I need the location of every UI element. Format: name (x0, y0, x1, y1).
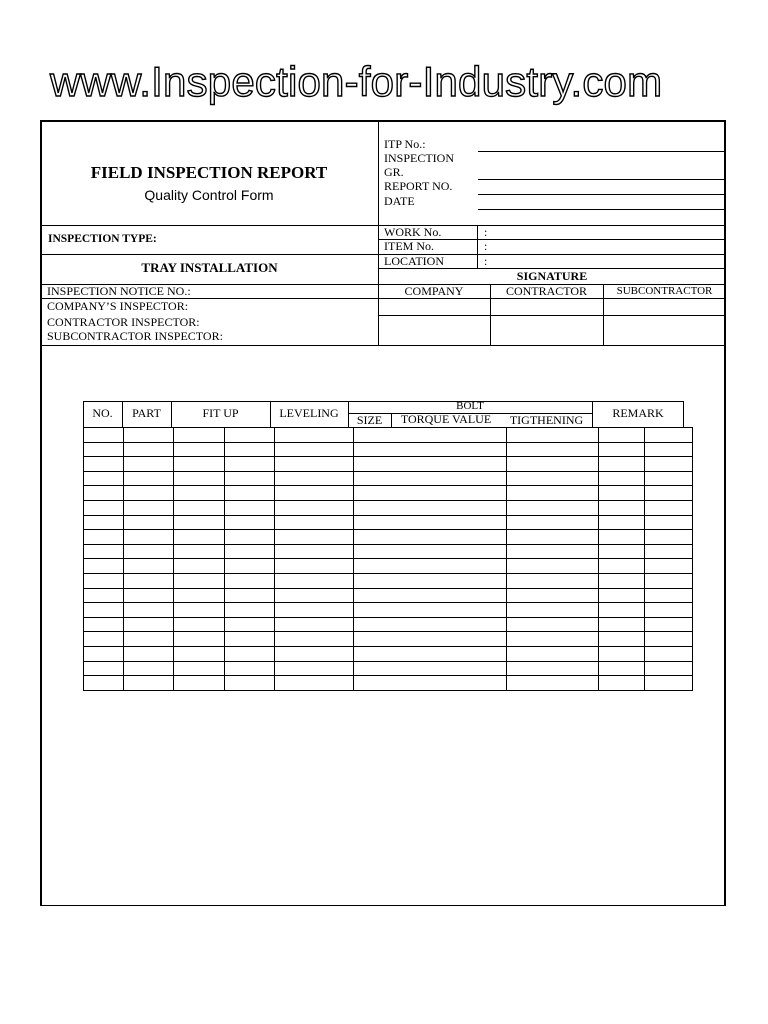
table-cell[interactable] (124, 646, 174, 661)
table-cell[interactable] (275, 646, 354, 661)
table-cell[interactable] (225, 676, 275, 691)
table-cell[interactable] (225, 428, 275, 443)
table-cell[interactable] (84, 617, 124, 632)
table-cell[interactable] (84, 646, 124, 661)
col-part-header: PART (132, 406, 161, 420)
report-subtitle: Quality Control Form (144, 187, 274, 203)
table-cell[interactable] (645, 428, 693, 443)
table-cell[interactable] (507, 603, 599, 618)
table-cell[interactable] (599, 676, 645, 691)
table-cell[interactable] (645, 471, 693, 486)
table-cell[interactable] (225, 486, 275, 501)
table-cell[interactable] (599, 530, 645, 545)
signature-contractor: CONTRACTOR (505, 284, 588, 298)
table-cell[interactable] (124, 559, 174, 574)
table-cell[interactable] (507, 588, 599, 603)
table-cell[interactable] (354, 588, 507, 603)
table-cell[interactable] (225, 544, 275, 559)
table-cell[interactable] (225, 632, 275, 647)
inspection-notice-label: INSPECTION NOTICE NO.: (47, 284, 191, 298)
location-colon: : (484, 254, 488, 268)
table-cell[interactable] (124, 603, 174, 618)
table-row (84, 646, 693, 661)
table-row (84, 603, 693, 618)
table-cell[interactable] (275, 471, 354, 486)
table-row (84, 471, 693, 486)
table-cell[interactable] (507, 676, 599, 691)
table-cell[interactable] (84, 515, 124, 530)
contractor-inspector-label: CONTRACTOR INSPECTOR: (47, 315, 200, 329)
table-cell[interactable] (645, 530, 693, 545)
divider-line (477, 225, 478, 268)
signature-title: SIGNATURE (516, 269, 588, 283)
col-bolt-header: BOLT (456, 400, 484, 412)
table-cell[interactable] (507, 500, 599, 515)
table-cell[interactable] (599, 661, 645, 676)
table-cell[interactable] (84, 457, 124, 472)
table-cell[interactable] (599, 442, 645, 457)
table-cell[interactable] (124, 530, 174, 545)
table-cell[interactable] (84, 603, 124, 618)
table-cell[interactable] (645, 676, 693, 691)
table-cell[interactable] (599, 486, 645, 501)
table-cell[interactable] (507, 442, 599, 457)
table-cell[interactable] (275, 661, 354, 676)
table-row (84, 530, 693, 545)
table-cell[interactable] (507, 544, 599, 559)
table-cell[interactable] (174, 530, 225, 545)
table-cell[interactable] (275, 530, 354, 545)
table-cell[interactable] (507, 515, 599, 530)
table-cell[interactable] (507, 646, 599, 661)
signature-company: COMPANY (404, 284, 464, 298)
table-row (84, 588, 693, 603)
table-cell[interactable] (124, 661, 174, 676)
table-cell[interactable] (124, 544, 174, 559)
table-cell[interactable] (84, 676, 124, 691)
table-cell[interactable] (645, 573, 693, 588)
table-cell[interactable] (645, 559, 693, 574)
table-cell[interactable] (645, 544, 693, 559)
table-cell[interactable] (84, 530, 124, 545)
table-cell[interactable] (225, 588, 275, 603)
table-cell[interactable] (599, 573, 645, 588)
table-cell[interactable] (174, 573, 225, 588)
inspection-type-label: INSPECTION TYPE: (48, 233, 157, 245)
col-fit-up-header: FIT UP (202, 406, 239, 420)
table-cell[interactable] (354, 442, 507, 457)
table-cell[interactable] (174, 471, 225, 486)
table-row (84, 632, 693, 647)
table-cell[interactable] (645, 457, 693, 472)
table-cell[interactable] (275, 515, 354, 530)
table-cell[interactable] (84, 661, 124, 676)
table-cell[interactable] (354, 530, 507, 545)
table-cell[interactable] (174, 603, 225, 618)
table-cell[interactable] (124, 471, 174, 486)
table-row (84, 661, 693, 676)
table-cell[interactable] (599, 515, 645, 530)
table-cell[interactable] (354, 646, 507, 661)
table-cell[interactable] (225, 661, 275, 676)
table-cell[interactable] (599, 544, 645, 559)
table-cell[interactable] (275, 676, 354, 691)
table-cell[interactable] (275, 442, 354, 457)
table-cell[interactable] (507, 617, 599, 632)
table-row (84, 676, 693, 691)
table-cell[interactable] (507, 486, 599, 501)
table-cell[interactable] (354, 559, 507, 574)
item-no-label: ITEM No. (384, 239, 434, 253)
table-cell[interactable] (225, 515, 275, 530)
table-cell[interactable] (599, 559, 645, 574)
table-cell[interactable] (275, 457, 354, 472)
table-cell[interactable] (275, 573, 354, 588)
table-cell[interactable] (124, 457, 174, 472)
inspection-table (83, 427, 693, 691)
table-cell[interactable] (84, 442, 124, 457)
table-cell[interactable] (645, 486, 693, 501)
table-cell[interactable] (507, 457, 599, 472)
table-cell[interactable] (599, 603, 645, 618)
itp-field-line (478, 151, 726, 152)
itp-label: ITP No.: (384, 137, 426, 151)
table-row (84, 515, 693, 530)
table-cell[interactable] (507, 471, 599, 486)
table-row (84, 442, 693, 457)
table-cell[interactable] (275, 486, 354, 501)
table-cell[interactable] (84, 471, 124, 486)
table-cell[interactable] (275, 617, 354, 632)
table-cell[interactable] (84, 573, 124, 588)
date-field-line (478, 209, 726, 210)
table-cell[interactable] (174, 661, 225, 676)
table-cell[interactable] (599, 500, 645, 515)
report-no-field-line (478, 194, 726, 195)
table-cell[interactable] (174, 617, 225, 632)
table-row (84, 573, 693, 588)
table-cell[interactable] (225, 603, 275, 618)
table-cell[interactable] (124, 486, 174, 501)
table-cell[interactable] (225, 559, 275, 574)
table-cell[interactable] (354, 515, 507, 530)
table-cell[interactable] (354, 632, 507, 647)
table-row (84, 486, 693, 501)
table-cell[interactable] (124, 573, 174, 588)
work-no-colon: : (484, 225, 488, 239)
table-cell[interactable] (174, 428, 225, 443)
inspection-table-body (84, 428, 693, 691)
table-cell[interactable] (645, 646, 693, 661)
table-cell[interactable] (84, 559, 124, 574)
table-cell[interactable] (354, 486, 507, 501)
table-cell[interactable] (275, 559, 354, 574)
table-cell[interactable] (354, 617, 507, 632)
table-cell[interactable] (645, 661, 693, 676)
table-cell[interactable] (124, 442, 174, 457)
table-cell[interactable] (174, 457, 225, 472)
table-cell[interactable] (599, 428, 645, 443)
table-cell[interactable] (174, 646, 225, 661)
company-inspector-label: COMPANY’S INSPECTOR: (47, 299, 189, 313)
table-cell[interactable] (645, 632, 693, 647)
table-cell[interactable] (275, 603, 354, 618)
table-cell[interactable] (225, 646, 275, 661)
table-cell[interactable] (84, 588, 124, 603)
table-cell[interactable] (174, 676, 225, 691)
table-cell[interactable] (354, 544, 507, 559)
table-cell[interactable] (599, 457, 645, 472)
table-cell[interactable] (174, 544, 225, 559)
table-cell[interactable] (599, 646, 645, 661)
table-cell[interactable] (354, 661, 507, 676)
table-cell[interactable] (599, 632, 645, 647)
col-remark-header: REMARK (612, 406, 664, 420)
table-cell[interactable] (354, 676, 507, 691)
col-torque-header: TORQUE VALUE (400, 412, 492, 426)
table-cell[interactable] (275, 588, 354, 603)
report-no-label: REPORT NO. (384, 179, 453, 193)
table-cell[interactable] (225, 500, 275, 515)
table-cell[interactable] (225, 442, 275, 457)
table-cell[interactable] (174, 486, 225, 501)
table-cell[interactable] (124, 617, 174, 632)
table-cell[interactable] (124, 676, 174, 691)
table-cell[interactable] (354, 500, 507, 515)
table-cell[interactable] (124, 515, 174, 530)
table-cell[interactable] (84, 428, 124, 443)
header-divider (378, 121, 379, 346)
table-cell[interactable] (124, 428, 174, 443)
table-cell[interactable] (275, 632, 354, 647)
website-watermark: www.Inspection-for-Industry.com (50, 58, 663, 105)
table-cell[interactable] (225, 573, 275, 588)
table-cell[interactable] (354, 573, 507, 588)
table-cell[interactable] (124, 500, 174, 515)
table-row (84, 544, 693, 559)
table-cell[interactable] (225, 457, 275, 472)
table-cell[interactable] (599, 617, 645, 632)
table-cell[interactable] (174, 515, 225, 530)
table-row (84, 559, 693, 574)
report-title: FIELD INSPECTION REPORT (90, 163, 328, 182)
date-label: DATE (384, 194, 415, 208)
location-label: LOCATION (384, 254, 444, 268)
table-cell[interactable] (507, 632, 599, 647)
inspection-type-value: TRAY INSTALLATION (141, 260, 278, 275)
table-cell[interactable] (354, 457, 507, 472)
table-cell[interactable] (174, 559, 225, 574)
table-cell[interactable] (354, 471, 507, 486)
table-cell[interactable] (275, 428, 354, 443)
table-cell[interactable] (507, 573, 599, 588)
item-no-colon: : (484, 239, 488, 253)
table-cell[interactable] (174, 632, 225, 647)
table-cell[interactable] (275, 500, 354, 515)
table-row (84, 428, 693, 443)
divider-line (41, 345, 726, 346)
table-cell[interactable] (507, 530, 599, 545)
table-cell[interactable] (645, 617, 693, 632)
table-cell[interactable] (354, 428, 507, 443)
work-no-label: WORK No. (384, 225, 442, 239)
table-cell[interactable] (507, 661, 599, 676)
table-cell[interactable] (84, 632, 124, 647)
table-cell[interactable] (84, 544, 124, 559)
table-cell[interactable] (599, 471, 645, 486)
signature-subcontractor: SUBCONTRACTOR (616, 285, 713, 297)
table-cell[interactable] (174, 442, 225, 457)
divider-line (378, 315, 726, 316)
col-leveling-header: LEVELING (279, 406, 339, 420)
table-cell[interactable] (645, 588, 693, 603)
table-row (84, 500, 693, 515)
table-cell[interactable] (84, 486, 124, 501)
table-cell[interactable] (124, 588, 174, 603)
col-no-header: NO. (92, 406, 113, 420)
table-cell[interactable] (354, 603, 507, 618)
table-cell[interactable] (124, 632, 174, 647)
table-cell[interactable] (225, 471, 275, 486)
table-cell[interactable] (507, 428, 599, 443)
table-cell[interactable] (84, 500, 124, 515)
col-tightening-header: TIGTHENING (509, 413, 584, 427)
table-cell[interactable] (645, 515, 693, 530)
table-row (84, 457, 693, 472)
table-cell[interactable] (225, 530, 275, 545)
inspection-label: INSPECTION (384, 151, 455, 165)
table-cell[interactable] (645, 603, 693, 618)
table-cell[interactable] (275, 544, 354, 559)
table-cell[interactable] (645, 442, 693, 457)
subcontractor-inspector-label: SUBCONTRACTOR INSPECTOR: (47, 329, 223, 343)
table-cell[interactable] (225, 617, 275, 632)
col-size-header: SIZE (356, 413, 383, 427)
table-cell[interactable] (174, 500, 225, 515)
gr-label: GR. (384, 165, 404, 179)
inspection-gr-field-line (478, 179, 726, 180)
table-cell[interactable] (599, 588, 645, 603)
table-row (84, 617, 693, 632)
table-cell[interactable] (174, 588, 225, 603)
table-cell[interactable] (645, 500, 693, 515)
table-cell[interactable] (507, 559, 599, 574)
